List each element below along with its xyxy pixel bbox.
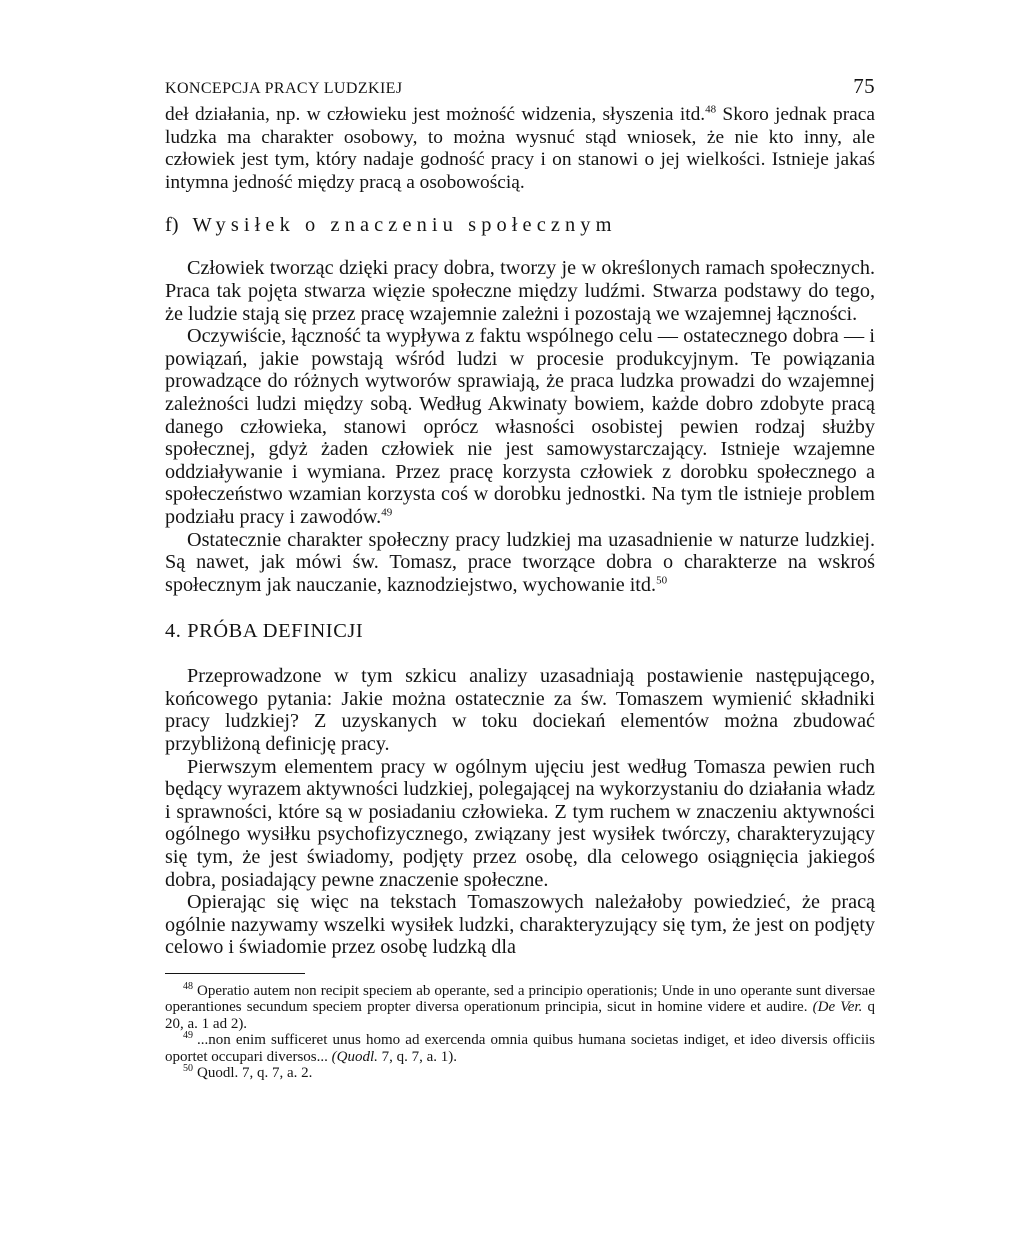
running-head-title: KONCEPCJA PRACY LUDZKIEJ	[165, 80, 403, 97]
page-number: 75	[853, 74, 875, 98]
footnote-rule	[165, 973, 305, 974]
footnote-ref-50[interactable]: 50	[656, 573, 668, 586]
paragraph-social-2	[165, 325, 875, 528]
section-heading-4	[165, 620, 875, 643]
footnote-49	[165, 1032, 875, 1065]
subsection-title: Wysiłek o znaczeniu społecznym	[192, 214, 617, 237]
section-title: PRÓBA DEFINICJI	[187, 620, 364, 643]
footnote-50	[165, 1065, 875, 1081]
footnotes	[165, 973, 875, 1081]
intro-paragraph	[165, 104, 875, 194]
intro-text-b: Skoro jednak praca ludzka ma charakter osobowy, to można wysnuć stąd wniosek, że nie kto inny, ale człowiek jest tym, który nadaje godność pracy i on stanowi o jej wielkości. Istnieje jakaś intymna jedność między pracą a osobowością.	[165, 104, 875, 193]
paragraph-definition-2: Pierwszym elementem pracy w ogólnym ujęciu jest według Tomasza pewien ruch będący wyrazem aktywności ludzkiej, polegającej na wykorzystaniu do działania władz i sprawności, które są w posiadaniu człowieka. Z tym ruchem w znaczeniu aktywności ogólnego wysiłku psychofizycznego, związany jest wysiłek twórczy, charakteryzujący się tym, że jest świadomy, podjęty przez osobę, dla celowego osiągnięcia jakiegoś dobra, posiadający pewne znaczenie społeczne.	[165, 755, 875, 891]
footnote-mark: 48	[183, 981, 193, 992]
footnote-text: ...non enim sufficeret unus homo ad exercenda omnia quibus humana societas indiget, et ideo diversis officiis oportet occupari diversos...	[165, 1032, 875, 1065]
paragraph-definition-1: Przeprowadzone w tym szkicu analizy uzasadniają postawienie następującego, końcowego pytania: Jakie można ostatecznie za św. Tomaszem wymienić składniki pracy ludzkiej? Z uzyskanych w toku dociekań elementów można zbudować przybliżoną definicję pracy.	[165, 665, 875, 756]
footnote-mark: 50	[183, 1063, 193, 1075]
intro-text-a: deł działania, np. w człowieku jest możność widzenia, słyszenia itd.	[165, 104, 706, 125]
footnote-text: Quodl. 7, q. 7, a. 2.	[197, 1065, 313, 1082]
footnote-ref-48[interactable]: 48	[705, 103, 717, 116]
book-page	[165, 70, 875, 1081]
footnote-48	[165, 983, 875, 1032]
running-head	[165, 70, 875, 104]
paragraph-definition-3: Opierając się więc na tekstach Tomaszowych należałoby powiedzieć, że pracą ogólnie nazywamy wszelki wysiłek ludzki, charakteryzujący się tym, że jest on podjęty celowo i świadomie przez osobę ludzką dla	[165, 891, 875, 959]
footnote-citation: (Quodl.	[331, 1048, 378, 1065]
footnote-text-end: q 20, a. 1 ad 2).	[165, 999, 876, 1032]
footnote-citation: (De Ver.	[812, 999, 863, 1016]
footnote-text: Operatio autem non recipit speciem ab operante, sed a principio operationis; Unde in uno operante sunt diversae operantiones secundum speciem propter diversa operationum principia, sicut in homine videre et audire.	[165, 983, 875, 1016]
footnote-mark: 49	[183, 1030, 193, 1042]
section-number: 4.	[165, 620, 182, 643]
paragraph-social-2-text: Oczywiście, łączność ta wypływa z faktu wspólnego celu — ostatecznego dobra — i powiązań, jakie powstają wśród ludzi w procesie produkcyjnym. Te powiązania prowadzące do różnych wytworów sprawiają, że praca ludzka prowadzi do wzajemnej zależności ludzi między sobą. Według Akwinaty bowiem, każde dobro zdobyte pracą danego człowieka, stanowi oprócz własności osobistej pewien rodzaj służby społecznej, gdyż żaden człowiek nie jest samowystarczający. Istnieje wzajemne oddziaływanie i wymiana. Przez pracę korzysta człowiek z dorobku społecznego a społeczeństwo wzamian korzysta coś w dorobku jednostki. Na tym tle istnieje problem podziału pracy i zawodów.	[165, 325, 875, 528]
footnote-ref-49[interactable]: 49	[381, 506, 393, 519]
paragraph-social-3	[165, 529, 875, 597]
subsection-heading-f	[165, 214, 875, 237]
footnote-text-end: 7, q. 7, a. 1).	[377, 1048, 458, 1065]
paragraph-social-1: Człowiek tworząc dzięki pracy dobra, tworzy je w określonych ramach społecznych. Praca tak pojęta stwarza więzie społeczne między ludźmi. Stwarza podstawy do tego, że ludzie stają się przez pracę wzajemnie zależni i pozostają we wzajemnej łączności.	[165, 257, 875, 325]
subsection-label: f)	[165, 214, 179, 237]
paragraph-social-3-text: Ostatecznie charakter społeczny pracy ludzkiej ma uzasadnienie w naturze ludzkiej. Są nawet, jak mówi św. Tomasz, prace tworzące dobra o charakterze na wskroś społecznym jak nauczanie, kaznodziejstwo, wychowanie itd.	[165, 528, 875, 596]
